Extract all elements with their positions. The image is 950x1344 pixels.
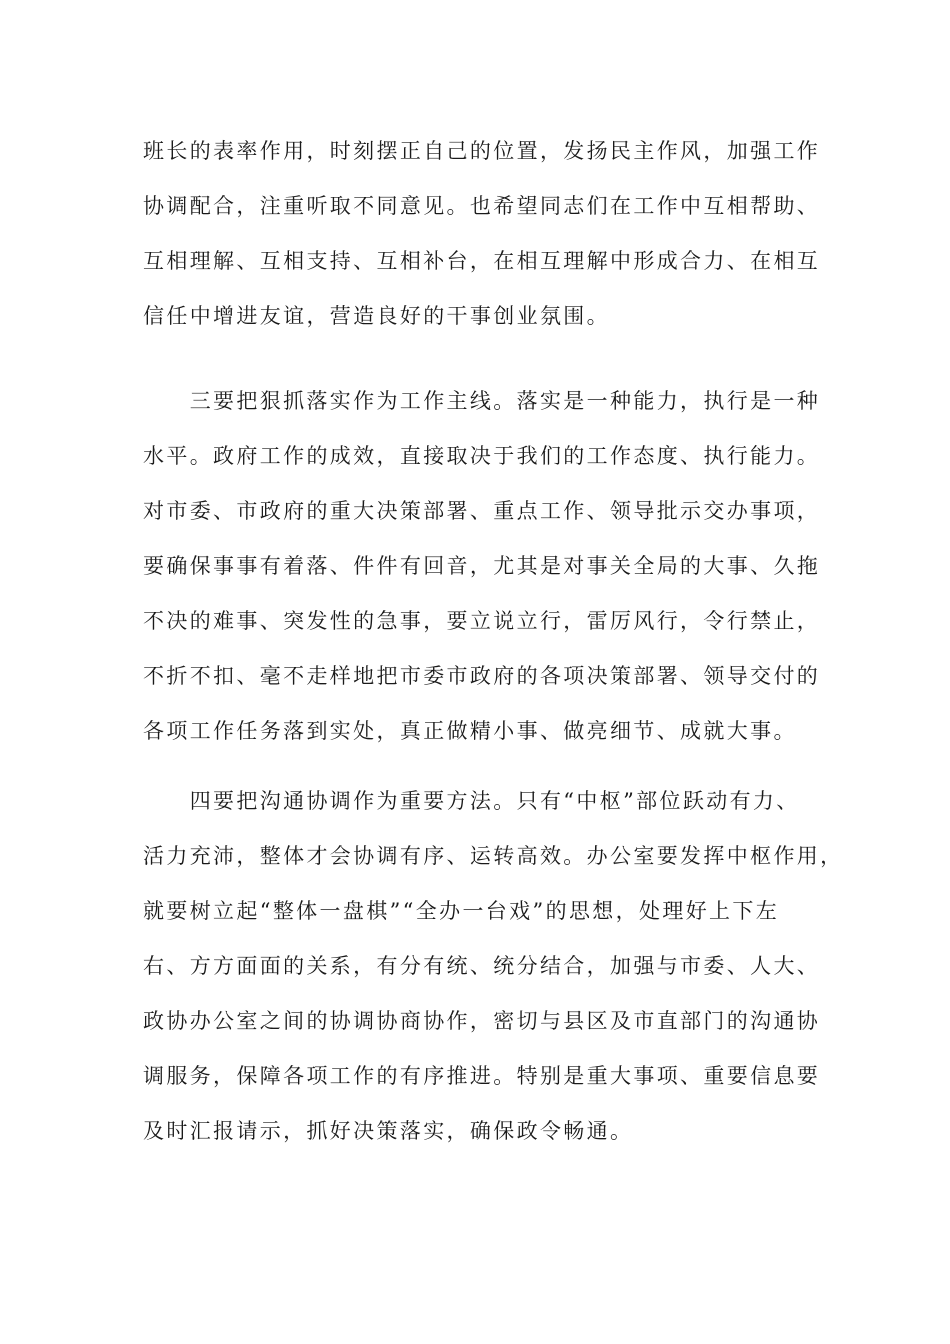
text-line: 各项工作任务落到实处，真正做精小事、做亮细节、成就大事。 bbox=[143, 719, 797, 743]
text-line: 互相理解、互相支持、互相补台，在相互理解中形成合力、在相互 bbox=[143, 249, 821, 273]
text-line: 及时汇报请示，抓好决策落实，确保政令畅通。 bbox=[143, 1119, 634, 1143]
text-line: 不折不扣、毫不走样地把市委市政府的各项决策部署、领导交付的 bbox=[143, 664, 821, 688]
text-line: 要确保事事有着落、件件有回音，尤其是对事关全局的大事、久拖 bbox=[143, 554, 821, 578]
paragraph-3 bbox=[143, 781, 844, 1166]
text-line: 水平。政府工作的成效，直接取决于我们的工作态度、执行能力。 bbox=[143, 444, 821, 468]
text-line: 信任中增进友谊，营造良好的干事创业氛围。 bbox=[143, 304, 610, 328]
text-line: 就要树立起“整体一盘棋”“全办一台戏”的思想，处理好上下左 bbox=[143, 899, 780, 923]
text-line: 对市委、市政府的重大决策部署、重点工作、领导批示交办事项， bbox=[143, 499, 821, 523]
text-line: 四要把沟通协调作为重要方法。只有“中枢”部位跃动有力、 bbox=[143, 789, 800, 813]
text-line: 班长的表率作用，时刻摆正自己的位置，发扬民主作风，加强工作 bbox=[143, 139, 821, 163]
paragraph-1 bbox=[143, 131, 821, 351]
text-line: 右、方方面面的关系，有分有统、统分结合，加强与市委、人大、 bbox=[143, 954, 821, 978]
text-line: 调服务，保障各项工作的有序推进。特别是重大事项、重要信息要 bbox=[143, 1064, 821, 1088]
text-line: 不决的难事、突发性的急事，要立说立行，雷厉风行，令行禁止， bbox=[143, 609, 821, 633]
text-line: 三要把狠抓落实作为工作主线。落实是一种能力，执行是一种 bbox=[143, 389, 821, 413]
text-line: 政协办公室之间的协调协商协作，密切与县区及市直部门的沟通协 bbox=[143, 1009, 821, 1033]
text-line: 协调配合，注重听取不同意见。也希望同志们在工作中互相帮助、 bbox=[143, 194, 821, 218]
text-line: 活力充沛，整体才会协调有序、运转高效。办公室要发挥中枢作用， bbox=[143, 844, 844, 868]
paragraph-2 bbox=[143, 381, 821, 766]
